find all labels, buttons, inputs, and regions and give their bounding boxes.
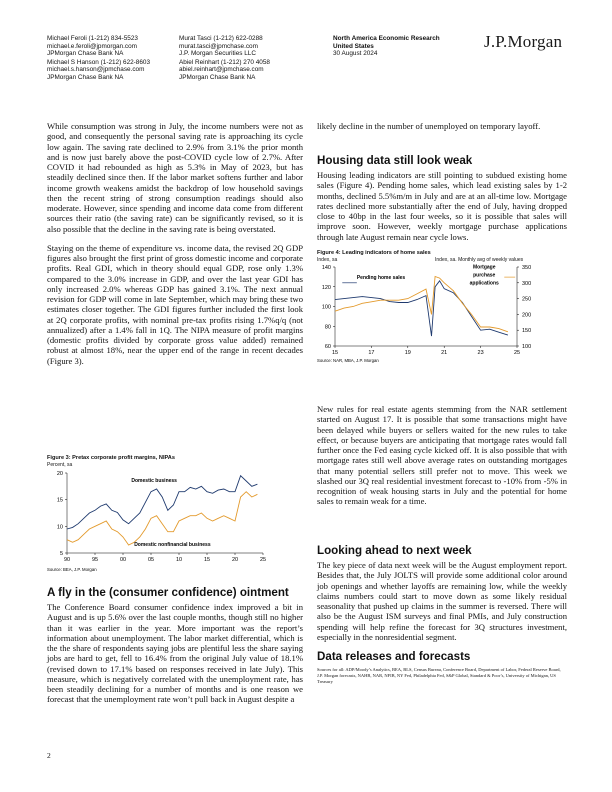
y-tick-label: 10 [56,524,63,531]
x-tick-label: 05 [147,557,155,563]
x-tick-label: 19 [404,350,411,356]
heading-housing: Housing data still look weak [317,154,473,167]
series-label: Domestic nonfinancial business [134,542,211,549]
y-tick-label-right: 300 [522,280,532,287]
series-line-pending-home-sales [335,281,508,336]
publication-block [333,35,440,58]
publication-region: United States [333,42,374,50]
heading-looking-ahead: Looking ahead to next week [317,544,472,557]
figure-3-source: Source: BEA, J.P. Morgan [47,567,97,572]
page-number: 2 [47,751,51,760]
x-tick-label: 17 [368,350,375,356]
author-email[interactable]: abiel.reinhart@jpmchase.com [179,66,264,74]
y-tick-label: 15 [56,497,63,504]
series-line-domestic-nonfinancial [67,492,257,545]
publication-date: 30 August 2024 [333,50,378,58]
x-tick-label: 25 [513,350,521,356]
paragraph-looking-ahead: The key piece of data next week will be the August employment report. Besides that, the July JOLTS will provide some additional color around job openings and whether layoffs are remaining low, while the weekly claims numbers could start to move down as some likely residual seasonality that pushed up claims in the summer is reversed. There will also be the August ISM surveys and final PMIs, and July construction spending will help refine the forecast for 3Q structures investment, especially in the nonresidential segment. [317,560,567,642]
author-name: Michael Feroli (1-212) 834-5523 [47,35,138,42]
left-column [47,121,303,366]
y-tick-label-right: 350 [522,265,532,271]
paragraph-consumer-confidence: The Conference Board consumer confidence index improved a bit in August and is up 5.6% over the last couple months, though still no higher than it was earlier in the year. More important was the report’s information about unemployment. The labor market differential, which is the the share of respondents saying jobs are plentiful less the share saying jobs are hard to get, fell to 16.4% from the original July value of 18.1% (revised down to 17.1% based on responses received in late July). This measure, which is negatively correlated with the unemployment rate, has been steadily declining for a number of months and is one reason we forecast that the unemployment rate won’t pull back in August despite a [47,602,303,705]
heading-data-releases: Data releases and forecasts [317,650,471,663]
series-label: Domestic business [131,478,177,485]
y-tick-label-left: 80 [324,324,331,331]
x-tick-label: 95 [91,557,99,563]
figure-4-title: Figure 4: Leading indicators of home sales [317,250,431,256]
author-block-left [47,35,150,82]
publication-name: North America Economic Research [333,35,440,42]
author-org: J.P. Morgan Securities LLC [179,50,256,58]
figure-4 [317,250,567,367]
right-column-housing [317,170,567,242]
x-tick-label: 20 [231,557,239,563]
x-tick-label: 25 [259,557,267,563]
y-tick-label-left: 140 [321,265,331,271]
right-column-ahead [317,560,567,642]
author-name: Abiel Reinhart (1-212) 270 4058 [179,58,270,66]
paragraph-nar-settlement: New rules for real estate agents stemming from the NAR settlement started on August 17. It is possible that some transactions might have been delayed while buyers or sellers waited for the new rules to take effect, or because buyers are anticipating that mortgage rates would fall further once the Fed easing cycle kicked off. It is also possible that with mortgage rates still well above average rates on outstanding mortgages that many potential sellers still prefer not to move. This week we slashed our 3Q real residential investment forecast to -10% from -5% in recognition of weak housing starts in July and the potential for home sales to remain weak for a time. [317,404,567,507]
figure-4-source: Source: NAR, MBA, J.P. Morgan [317,358,379,363]
right-column-top [317,121,567,131]
author-name: Murat Tasci (1-212) 622-0288 [179,35,263,42]
figure-4-right-units: Index, sa. Monthly avg of weekly values [435,257,524,263]
x-tick-label: 15 [203,557,211,563]
paragraph-temporary-layoff: likely decline in the number of unemployed on temporary layoff. [317,121,541,131]
series-label: purchase [473,272,496,279]
paragraph-saving-rate: While consumption was strong in July, the income numbers were not as good, and consequently the personal saving rate is approaching its cycle low again. The saving rate declined to 2.9% from 3.1% the prior month and is now just barely above the post-COVID cycle low of 2.7%. After COVID it had rebounded as high as 5.3% in May of 2023, but has steadily declined since then. If the labor market softens further and labor income growth weakens amidst the backdrop of low household savings then the recent string of strong consumption readings should also moderate. However, since spending and income data come from different sources their ratio (the saving rate) can be significantly revised, so it is also possible that the decline in the saving rate is being overstated. [47,121,303,234]
figure-4-left-units: Index, sa [317,257,338,263]
author-org: JPMorgan Chase Bank NA [47,73,124,81]
x-tick-label: 90 [63,557,71,563]
sources-note: Sources for all: ADP/Moody’s Analytics, BEA, BLS, Census Bureau, Conference Board, Department of Labor, Federal Reserve Board, J.P. Morgan forecasts, NAHB, NAR, NFIB, NY Fed, Philadelphia Fed, S&P Global, Standard & Poor’s, University of Michigan, US Treasury [317,667,561,684]
series-label: applications [469,280,499,287]
y-tick-label-right: 250 [522,296,532,303]
x-tick-label: 10 [175,557,183,563]
figure-3-units: Percent, sa [47,462,73,468]
author-email[interactable]: michael.s.hanson@jpmchase.com [47,66,145,74]
y-tick-label-left: 100 [321,304,331,311]
left-column-bottom [47,602,303,705]
author-name: Michael S Hanson (1-212) 622-8603 [47,58,151,66]
series-label: Mortgage [472,264,496,271]
x-tick-label: 00 [119,557,127,563]
right-column-nar [317,404,567,507]
y-tick-label-left: 60 [324,344,331,350]
y-tick-label-right: 200 [522,312,532,319]
y-tick-label: 20 [56,471,63,477]
paragraph-gdi: Staying on the theme of expenditure vs. income data, the revised 2Q GDP figures also brought the first print of gross domestic income and corporate profits. Real GDI, which in theory should equal GDP, rose only 1.3% compared to the 3.0% increase in GDP, and over the last year GDI has only increased 2.0% whereas GDP has gained 3.1%. The next annual revision for GDP will come in late September, which may bring these two estimates closer together. The GDI figures further included the first look at 2Q corporate profits, with nominal pre-tax profits rising 1.7%q/q (not annualized) after a 1.4% fall in 1Q. The NIPA measure of profit margins (domestic profits divided by corporate gross value added) remained robust at almost 18%, near the upper end of the range in recent decades (Figure 3). [47,242,303,366]
x-tick-label: 21 [441,350,448,356]
author-org: JPMorgan Chase Bank NA [47,50,124,58]
paragraph-housing: Housing leading indicators are still pointing to subdued existing home sales (Figure 4). Pending home sales, which lead existing sales by 1-2 months, declined 5.5%m/m in July and are at an all-time low. Mortgage rates declined more substantially after the end of July, having dropped close to 40bp in the last four weeks, so it is possible that sales will improve soon. However, weekly mortgage purchase applications through late August remain near cycle lows. [317,170,567,242]
x-tick-label: 15 [331,350,339,356]
y-tick-label-left: 120 [321,284,331,291]
series-label: Pending home sales [356,274,406,281]
figure-3 [47,455,303,573]
y-tick-label-right: 100 [522,344,532,350]
author-email[interactable]: murat.tasci@jpmchase.com [179,42,258,50]
author-org: JPMorgan Chase Bank NA [179,73,256,81]
author-email[interactable]: michael.e.feroli@jpmorgan.com [47,42,137,50]
figure-3-chart [47,470,303,573]
y-tick-label-right: 150 [522,328,532,335]
author-block-mid [179,35,270,82]
y-tick-label: 5 [59,551,63,557]
jpmorgan-logo: J.P.Morgan [484,32,563,51]
x-tick-label: 23 [477,350,484,356]
figure-3-title: Figure 3: Pretax corporate profit margins, NIPAs [47,455,175,461]
figure-4-chart [317,264,567,367]
heading-consumer-confidence: A fly in the (consumer confidence) ointment [47,586,289,599]
